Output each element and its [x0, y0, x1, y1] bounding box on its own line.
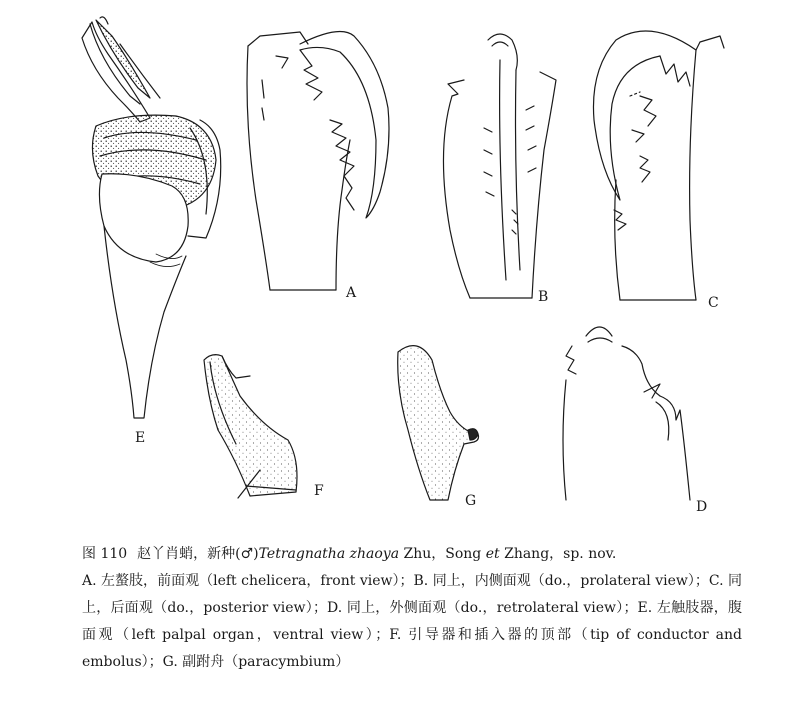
authors-part-1: Zhu，Song — [399, 546, 486, 562]
caption-title-cn: 赵丫肖蛸，新种(♂) — [137, 546, 259, 562]
drawing-c-chelicera-posterior — [593, 31, 724, 300]
authors-part-2: Zhang，sp. nov. — [499, 546, 617, 562]
panel-label-d: D — [696, 499, 708, 515]
caption-body: A. 左螯肢，前面观（left chelicera，front view）；B. 同上，内侧面观（do.，prolateral view）；C. 同上，后面观（do.，posterior view）；D. 同上，外侧面观（do.，retrolateral view）；E. 左触肢器，腹面观（left palpal organ，ventral view）；F. 引导器和插入器的顶部（tip of conductor and embolus）；G. 副跗舟（paracymbium） — [82, 573, 742, 670]
figure-caption — [82, 541, 742, 676]
panel-label-a: A — [346, 285, 357, 301]
figure-number: 图 110 — [82, 546, 128, 562]
panel-label-f: F — [314, 483, 324, 499]
drawing-b-chelicera-prolateral — [443, 34, 556, 298]
drawing-e-palpal-organ — [82, 17, 221, 418]
drawing-g-paracymbium — [398, 346, 479, 500]
drawing-d-chelicera-retrolateral — [563, 327, 690, 500]
authors-et: et — [485, 546, 500, 562]
panel-label-b: B — [538, 289, 549, 305]
panel-label-c: C — [708, 295, 719, 311]
drawing-a-chelicera-front — [247, 32, 389, 291]
panel-label-e: E — [135, 430, 146, 446]
species-name: Tetragnatha zhaoya — [258, 546, 400, 562]
drawing-f-conductor-tip — [204, 355, 297, 498]
panel-label-g: G — [465, 493, 477, 509]
caption-title-line — [82, 541, 742, 568]
